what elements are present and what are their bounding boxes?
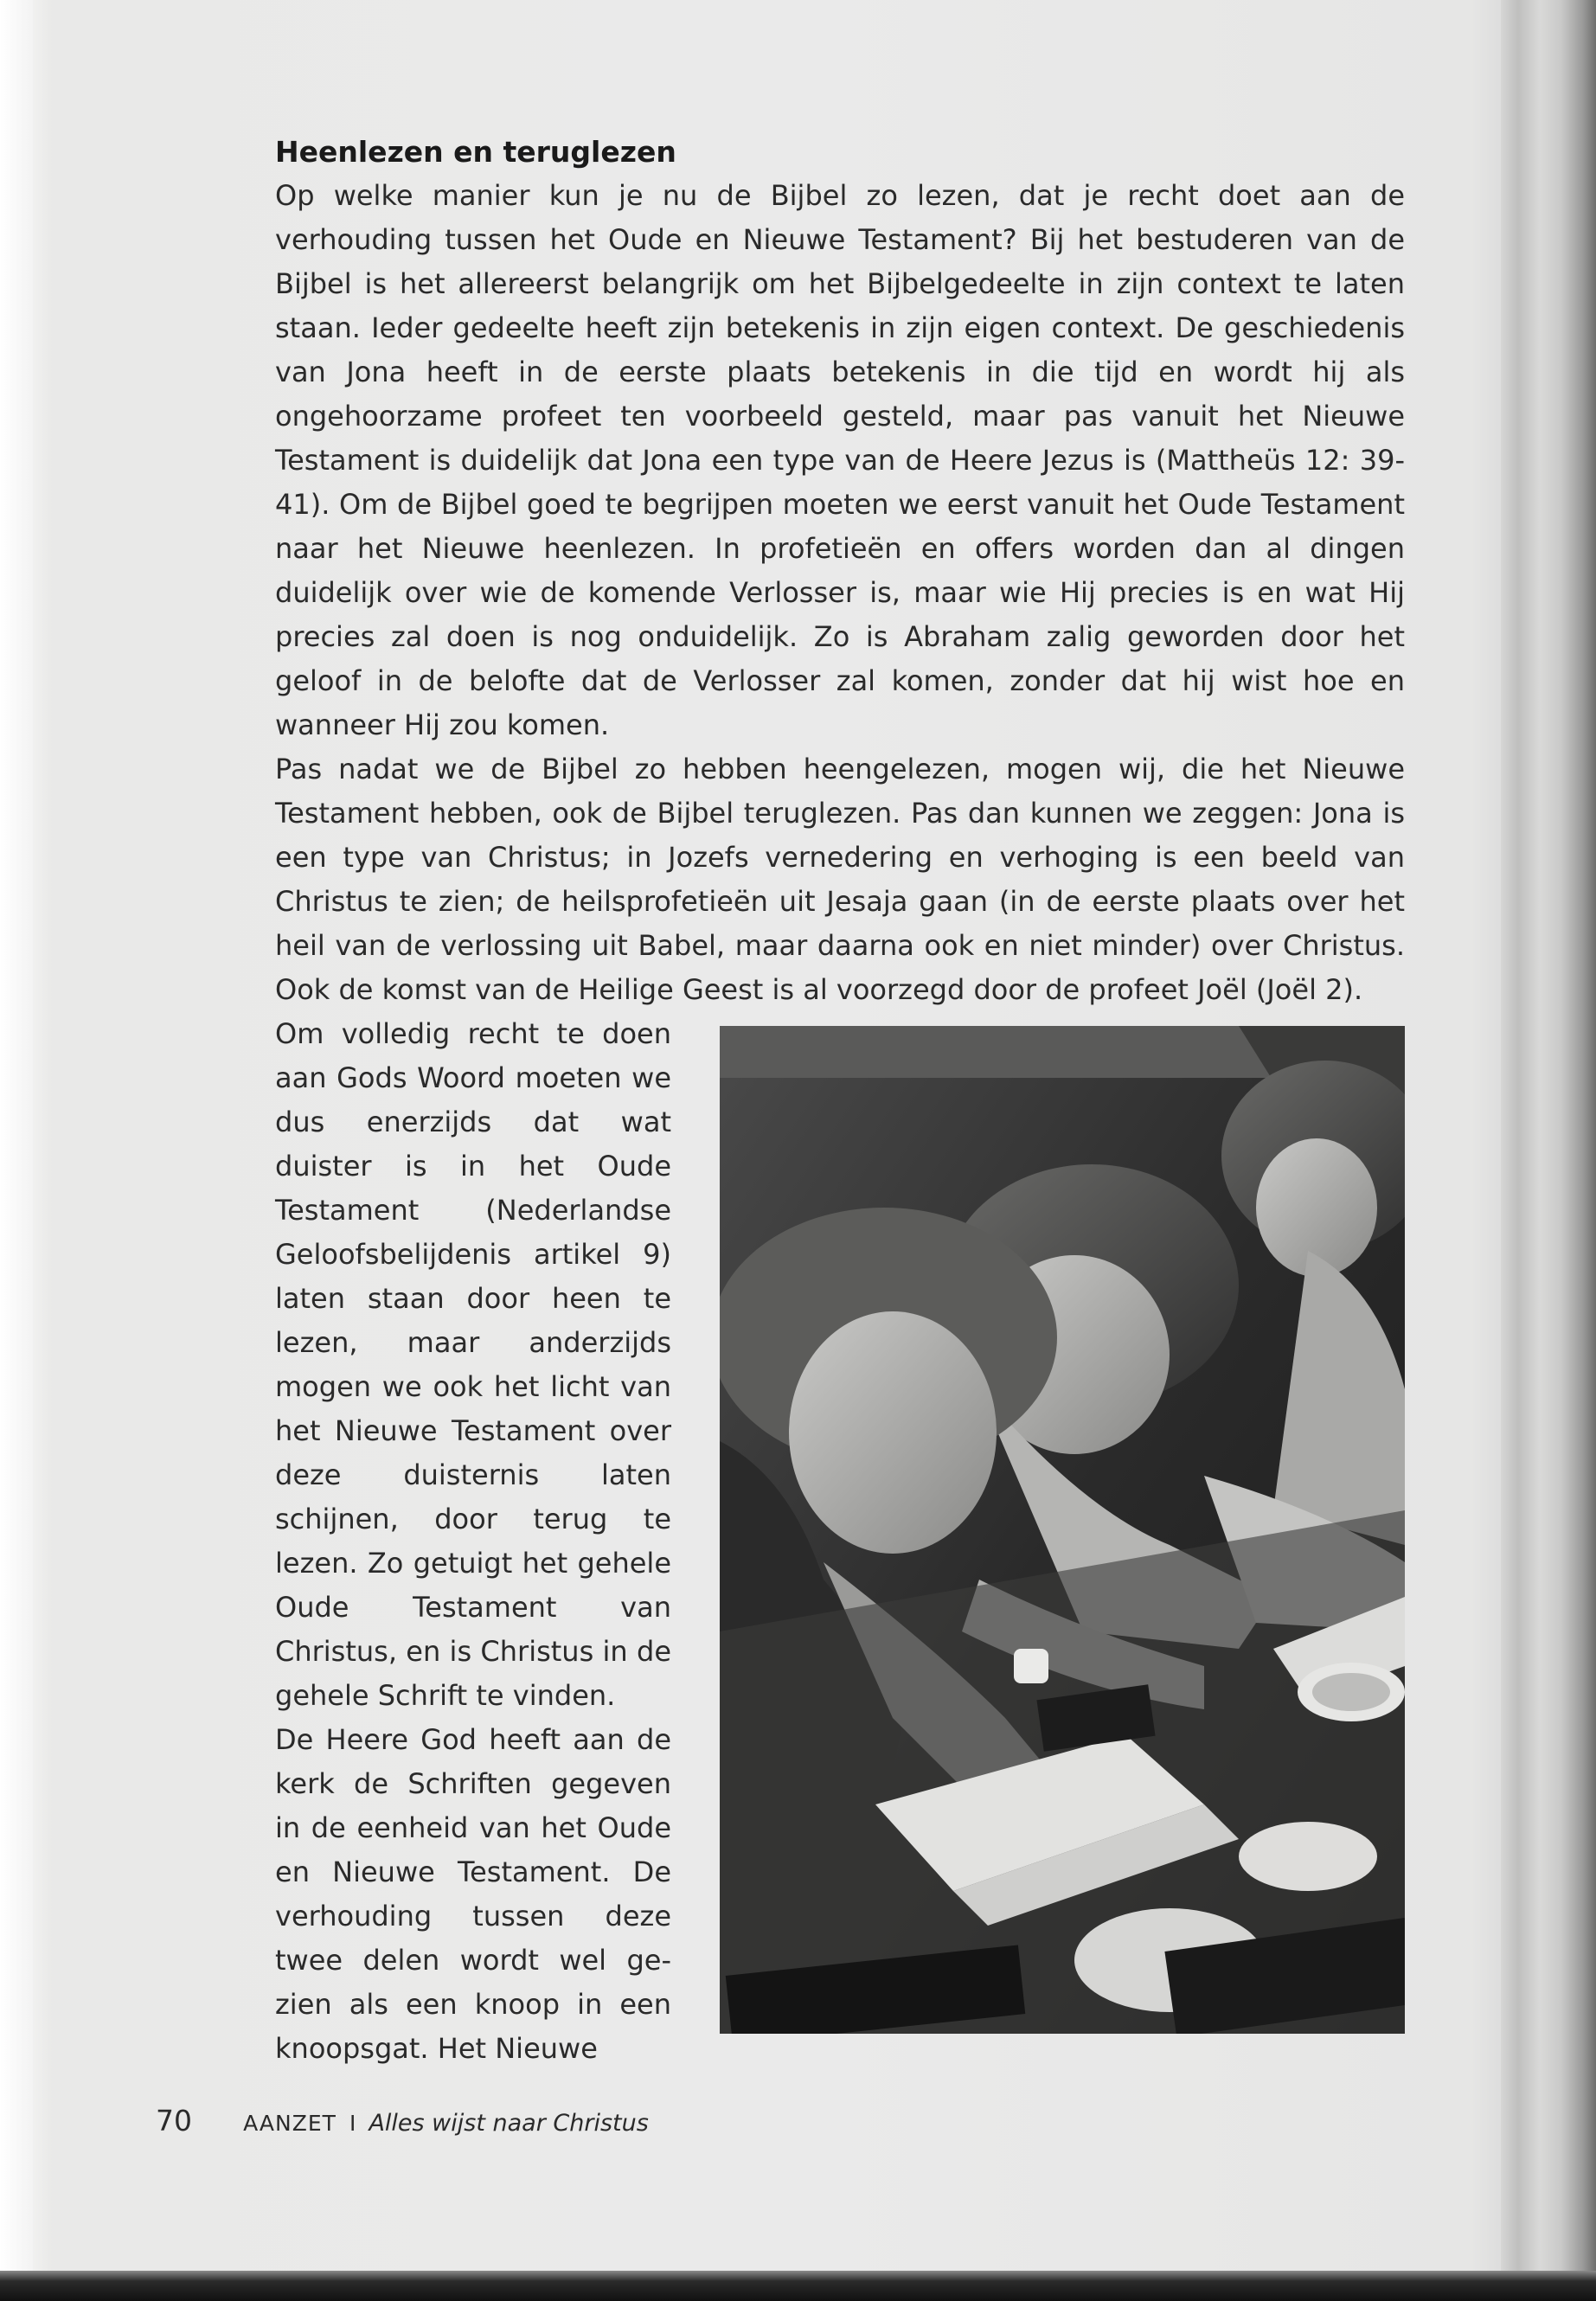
series-title: AANZET [243, 2111, 337, 2136]
paragraph-3: Om volledig recht te doen aan Gods Woord moeten we dus enerzijds dat wat duister is in het Oude Testament (Nederlandse Geloofsbelijdenis artikel 9) laten staan door heen te lezen, maar anderzijds mogen we ook het licht van het Nieuwe Testament over deze duisternis laten schijnen, door terug te lezen. Zo getuigt het gehele Oude Testament van Christus, en is Christus in de gehele Schrift te vinden. [275, 1017, 671, 1712]
section-heading: Heenlezen en teruglezen [275, 135, 676, 169]
paragraph-4: De Heere God heeft aan de kerk de Schriften gegeven in de eenheid van het Oude en Nieuwe Testament. De verhouding tussen deze twee delen wordt wel gezien als een knoop in een knoopsgat. Het Nieuwe [275, 1723, 671, 2065]
text-with-photo [275, 1012, 1405, 2071]
page-number: 70 [156, 2104, 192, 2138]
paragraph-2: Pas nadat we de Bijbel zo hebben heengelezen, mogen wij, die het Nieuwe Testament hebben, ook de Bijbel teruglezen. Pas dan kunnen we zeggen: Jona is een type van Christus; in Jozefs vernedering en verhoging is een beeld van Christus te zien; de heilsprofetieën uit Jesaja gaan (in de eerste plaats over het heil van de verlossing uit Babel, maar daarna ook en niet minder) over Christus. Ook de komst van de Heilige Geest is al voorzegd door de profeet Joël (Joël 2). [275, 753, 1405, 1006]
book-bottom-edge [0, 2271, 1596, 2301]
article-body [275, 130, 1405, 2071]
footer-separator: I [349, 2111, 356, 2136]
photo-illustration [720, 1026, 1405, 2034]
paragraph-1: Op welke manier kun je nu de Bijbel zo lezen, dat je recht doet aan de verhouding tussen het Oude en Nieuwe Testament? Bij het bestuderen van de Bijbel is het allereerst belangrijk om het Bijbelgedeelte in zijn context te laten staan. Ieder gedeelte heeft zijn betekenis in zijn eigen context. De geschiedenis van Jona heeft in de eerste plaats betekenis in die tijd en wordt hij als ongehoorzame profeet ten voorbeeld gesteld, maar pas vanuit het Nieuwe Testament is duidelijk dat Jona een type van de Heere Jezus is (Mattheüs 12: 39-41). Om de Bijbel goed te begrijpen moeten we eerst vanuit het Oude Testament naar het Nieuwe heenlezen. In profetieën en offers worden dan al dingen duidelijk over wie de komende Verlosser is, maar wie Hij precies is en wat Hij precies zal doen is nog onduidelijk. Zo is Abraham zalig geworden door het geloof in de belofte dat de Verlosser zal komen, zonder dat hij wist hoe en wanneer Hij zou komen. [275, 179, 1405, 741]
book-spine-edge [1501, 0, 1596, 2301]
page-footer [156, 2104, 649, 2138]
bible-study-photo [720, 1026, 1405, 2034]
book-subtitle: Alles wijst naar Christus [369, 2110, 649, 2137]
page-left-margin [0, 0, 33, 2301]
